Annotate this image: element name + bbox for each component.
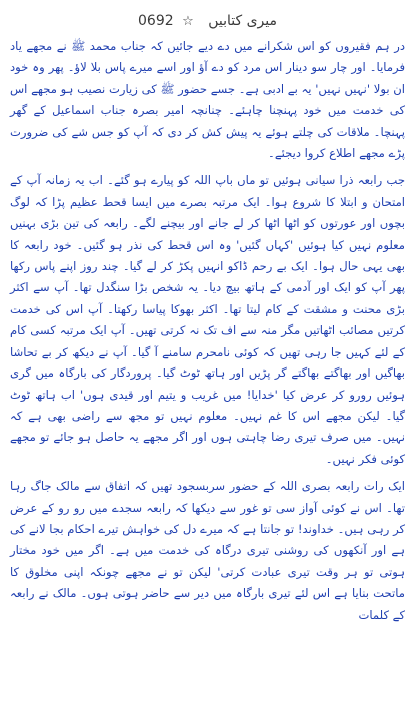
page-header [10, 8, 405, 34]
book-title: میری کتابیں [208, 13, 277, 29]
star-icon: ☆ [182, 14, 194, 29]
paragraph-3: ایک رات رابعہ بصری اللہ کے حضور سربسجود تھیں کہ اتفاق سے مالک جاگ رہا تھا۔ اس نے کوئی آواز سی تو غور سے دیکھا کہ رابعہ سجدے میں رو رو کے عرض کر رہی ہیں۔ خداوند! تو جانتا ہے کہ میرے دل کی خواہش تیرے احکام بجا لانے کی ہے اور آنکھوں کی روشنی تیری درگاہ کی خدمت میں ہے۔ اگر میں خود مختار ہوتی تو ہر وقت تیری عبادت کرتی' لیکن تو نے مجھے چونکہ اپنی مخلوق کا ماتحت بنایا ہے اس لئے تیری بارگاہ میں دیر سے حاضر ہوتی ہوں۔ مالک نے رابعہ کے کلمات [10, 479, 405, 622]
page-code: 0692 [138, 13, 174, 29]
paragraph-2: جب رابعہ ذرا سیانی ہوئیں تو ماں باپ اللہ کو پیارے ہو گئے۔ اب یہ زمانہ آپ کے امتحان و ابتلا کا شروع ہوا۔ ایک مرتبہ بصرے میں ایسا قحط عظیم پڑا کہ لوگ بچوں اور عورتوں کو اٹھا اٹھا کر لے جانے اور بیچنے لگے۔ رابعہ کی تین بڑی بہنیں معلوم نہیں کیا ہوئیں 'کہاں گئیں' وہ اس قحط کی نذر ہو گئیں۔ خود رابعہ کا بھی یہی حال ہوا۔ ایک بے رحم ڈاکو انہیں پکڑ کر لے گیا۔ چند روز اپنے پاس رکھا پھر آپ کو ایک اور آدمی کے ہاتھ بیچ دیا۔ یہ شخص بڑا سنگدل تھا۔ آپ سے اکثر بڑی محنت و مشقت کے کام لیتا تھا۔ اکثر بھوکا پیاسا رکھتا۔ آپ اس کی خدمت کرتیں مصائب اٹھاتیں مگر منہ سے اف تک نہ کرتی تھیں۔ آپ ایک مرتبہ کسی کام کے لئے کہیں جا رہی تھیں کہ کوئی نامحرم سامنے آ گیا۔ آپ نے دیکھ کر بے تحاشا بھاگیں اور بھاگتے بھاگتے گر پڑیں اور ہاتھ ٹوٹ گیا۔ پروردگار کی بارگاہ میں گری ہوئیں رورو کر عرض کیا 'خدایا! میں غریب و یتیم اور قیدی ہوں' اب ہاتھ ٹوٹ گیا۔ لیکن مجھے اس کا غم نہیں۔ معلوم نہیں تو مجھ سے راضی بھی ہے کہ نہیں۔ میں صرف تیری رضا چاہتی ہوں اور اگر مجھے یہ حاصل ہو جائے تو مجھے کوئی فکر نہیں۔ [10, 173, 405, 466]
paragraph-1: در ہم فقیروں کو اس شکرانے میں دے دیے جائیں کہ جناب محمد ﷺ نے مجھے یاد فرمایا۔ اور چار سو دینار اس مرد کو دے آؤ اور اسے میرے پاس بلا لاؤ۔ پھر وہ خود ان بولا 'نہیں نہیں' یہ بے ادبی ہے۔ جسے حضور ﷺ کی زیارت نصیب ہو مجھے اس کی خدمت میں خود پہنچنا چاہئے۔ چنانچہ امیر بصرہ جناب اسماعیل کے گھر پہنچا۔ ملاقات کی چلتے ہوئے یہ پیش کش کر دی کہ آپ کو جس شے کی ضرورت پڑے مجھے اطلاع کروا دیجئے۔ [10, 39, 405, 161]
